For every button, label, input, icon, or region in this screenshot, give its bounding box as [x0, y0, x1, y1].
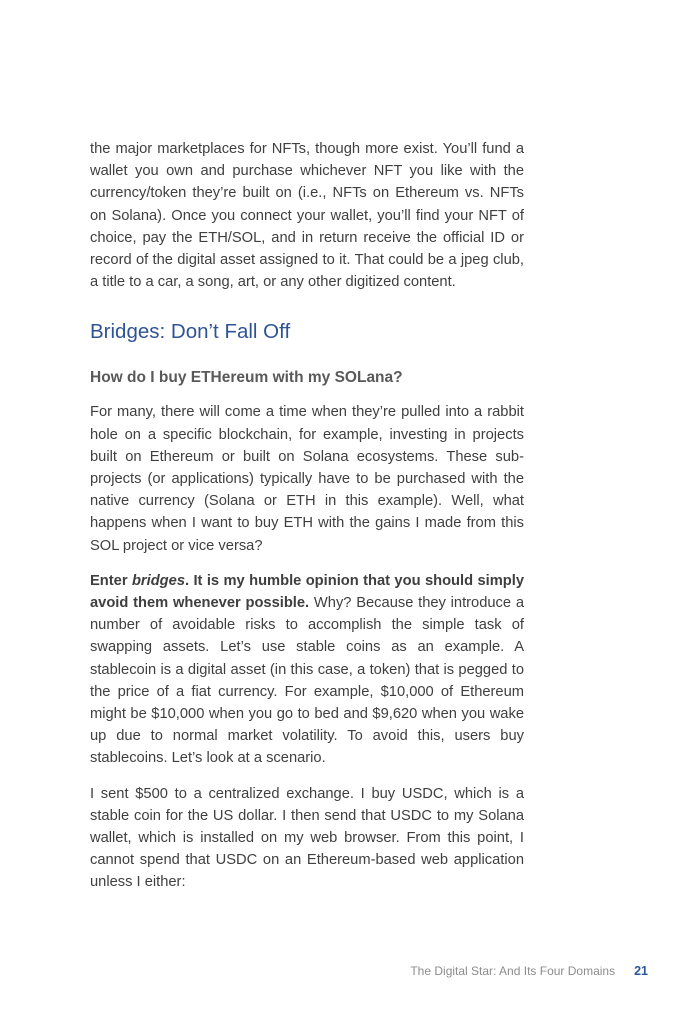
bold-italic-bridges-text: bridges [131, 572, 185, 589]
running-footer-title: The Digital Star: And Its Four Domains [410, 964, 616, 978]
section-subheading: How do I buy ETHereum with my SOLana? [90, 369, 403, 387]
regular-explanation-text: Why? Because they introduce a number of avoidable risks to accomplish the simple task of swapping assets. Let’s use stable coins as an example. A stablecoin is a digital asset (in this case, a token) that is pegged to the price of a fiat currency. For example, $10,000 of Ethereum might be $10,000 when you go to bed and $9,620 when you wake up due to normal market volatility. To avoid this, users buy stablecoins. Let’s look at a scenario. [90, 595, 524, 767]
bold-lead-text: Enter [90, 572, 132, 589]
paragraph-bridges-opinion [90, 570, 524, 770]
page-footer [410, 963, 648, 979]
page-number: 21 [634, 964, 648, 978]
bold-opinion-text: . It is my humble opinion that you should simply avoid them whenever possible. [90, 572, 524, 612]
paragraph-usdc-scenario: I sent $500 to a centralized exchange. I buy USDC, which is a stable coin for the US dollar. I then send that USDC to my Solana wallet, which is installed on my web browser. From this point, I cannot spend that USDC on an Ethereum-based web application unless I either: [90, 785, 524, 891]
paragraph-rabbit-hole: For many, there will come a time when they’re pulled into a rabbit hole on a specific blockchain, for example, investing in projects built on Ethereum or built on Solana ecosystems. These sub-projects (or applications) typically have to be purchased with the native currency (Solana or ETH in this example). Well, what happens when I want to buy ETH with the gains I made from this SOL project or vice versa? [90, 404, 524, 554]
page-content [90, 138, 524, 894]
paragraph-nft-marketplaces: the major marketplaces for NFTs, though more exist. You’ll fund a wallet you own and purchase whichever NFT you like with the currency/token they’re built on (i.e., NFTs on Ethereum vs. NFTs on Solana). Once you connect your wallet, you’ll find your NFT of choice, pay the ETH/SOL, and in return receive the official ID or record of the digital asset assigned to it. That could be a jpeg club, a title to a car, a song, art, or any other digitized content. [90, 141, 524, 291]
chapter-heading: Bridges: Don’t Fall Off [90, 320, 291, 344]
